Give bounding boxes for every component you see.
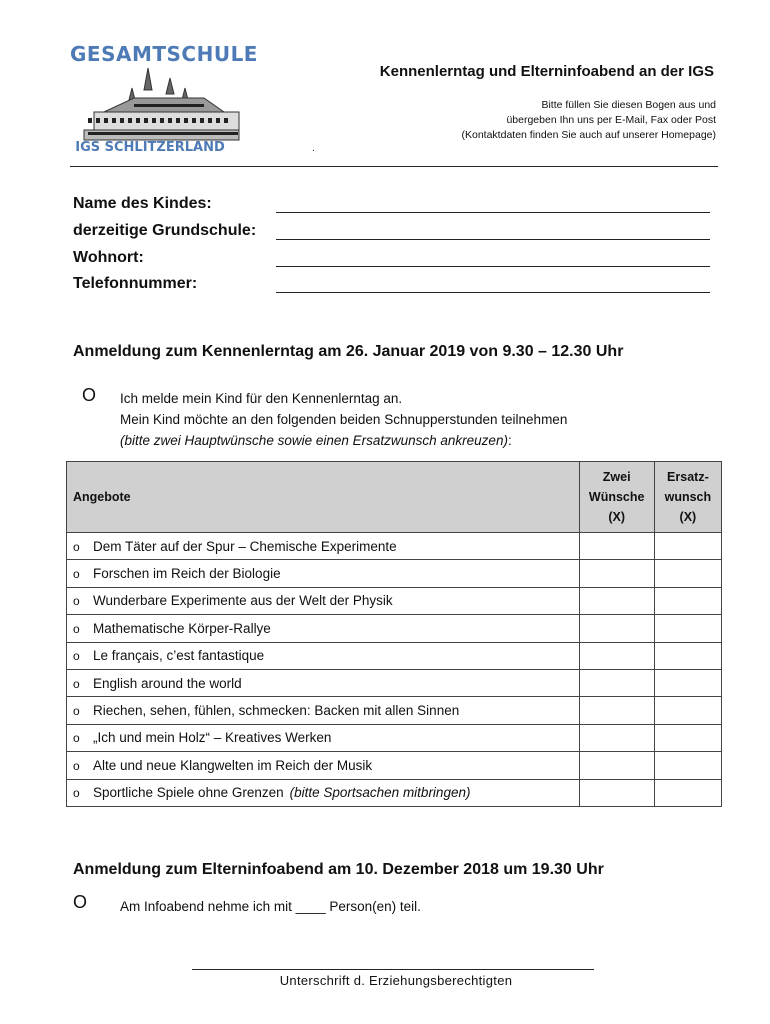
substitute-checkbox-cell[interactable] — [654, 669, 721, 696]
bullet-icon: o — [73, 786, 80, 801]
signature-label: Unterschrift d. Erziehungsberechtigten — [279, 973, 513, 988]
school-building-icon — [74, 60, 240, 142]
bullet-icon: o — [73, 594, 80, 609]
table-header-row — [67, 462, 722, 533]
offer-label: Forschen im Reich der Biologie — [93, 566, 281, 582]
table-row — [67, 752, 722, 779]
logo-bottom-text: IGS SCHLITZERLAND — [75, 140, 225, 155]
offer-label: Dem Täter auf der Spur – Chemische Experimente — [93, 538, 397, 554]
kennenlerntag-line — [120, 430, 567, 451]
wish-checkbox-cell[interactable] — [579, 642, 654, 669]
offer-label: Wunderbare Experimente aus der Welt der Physik — [93, 593, 393, 609]
elternabend-checkbox[interactable]: O — [73, 892, 88, 912]
header-wishes-line: (X) — [608, 510, 625, 524]
header-substitute-line: (X) — [679, 510, 697, 524]
offer-label: „Ich und mein Holz“ – Kreatives Werken — [93, 730, 332, 746]
wish-checkbox-cell[interactable] — [579, 533, 654, 560]
phone-field[interactable] — [276, 292, 710, 293]
wish-checkbox-cell[interactable] — [579, 615, 654, 642]
header-wishes-line: Wünsche — [588, 490, 645, 504]
offer-cell — [67, 779, 580, 806]
substitute-checkbox-cell[interactable] — [654, 587, 721, 614]
field-label-school: derzeitige Grundschule: — [73, 222, 257, 239]
offer-cell — [67, 752, 580, 779]
header-substitute-line: Ersatz- — [667, 470, 709, 484]
header-info-line: übergeben Ihn uns per E-Mail, Fax oder Post — [506, 114, 716, 126]
table-row — [67, 560, 722, 587]
wish-checkbox-cell[interactable] — [579, 669, 654, 696]
elternabend-text: Am Infoabend nehme ich mit ____ Person(en) teil. — [120, 899, 421, 914]
header-offers: Angebote — [67, 462, 580, 533]
kennenlerntag-title: Anmeldung zum Kennenlerntag am 26. Januar 2019 von 9.30 – 12.30 Uhr — [73, 343, 624, 360]
header-dot: . — [312, 143, 315, 154]
header-wishes — [579, 462, 654, 533]
substitute-checkbox-cell[interactable] — [654, 615, 721, 642]
bullet-icon: o — [73, 567, 80, 582]
bullet-icon: o — [73, 539, 80, 554]
substitute-checkbox-cell[interactable] — [654, 642, 721, 669]
school-logo — [70, 40, 258, 165]
kennenlerntag-line: Mein Kind möchte an den folgenden beiden Schnupperstunden teilnehmen — [120, 412, 568, 427]
wish-checkbox-cell[interactable] — [579, 587, 654, 614]
elternabend-title: Anmeldung zum Elterninfoabend am 10. Dezember 2018 um 19.30 Uhr — [73, 861, 604, 878]
offer-label: Riechen, sehen, fühlen, schmecken: Backen mit allen Sinnen — [93, 703, 460, 719]
offer-cell — [67, 615, 580, 642]
wish-checkbox-cell[interactable] — [579, 752, 654, 779]
kennenlerntag-checkbox[interactable]: O — [82, 385, 97, 405]
kennenlerntag-hint-suffix: : — [507, 433, 512, 448]
table-row — [67, 697, 722, 724]
child-name-field[interactable] — [276, 212, 710, 213]
offer-cell — [67, 724, 580, 751]
residence-field[interactable] — [276, 266, 710, 267]
wish-checkbox-cell[interactable] — [579, 560, 654, 587]
school-field[interactable] — [276, 239, 710, 240]
offer-label: Le français, c’est fantastique — [93, 648, 265, 664]
table-row — [67, 724, 722, 751]
bullet-icon: o — [73, 621, 80, 636]
document-title: Kennenlerntag und Elterninfoabend an der IGS — [379, 63, 714, 80]
table-row — [67, 669, 722, 696]
wish-checkbox-cell[interactable] — [579, 724, 654, 751]
substitute-checkbox-cell[interactable] — [654, 779, 721, 806]
table-row — [67, 587, 722, 614]
offer-cell — [67, 533, 580, 560]
bullet-icon: o — [73, 704, 80, 719]
offer-cell — [67, 669, 580, 696]
offer-cell — [67, 560, 580, 587]
substitute-checkbox-cell[interactable] — [654, 724, 721, 751]
field-label-residence: Wohnort: — [73, 249, 144, 266]
bullet-icon: o — [73, 758, 80, 773]
table-row — [67, 615, 722, 642]
substitute-checkbox-cell[interactable] — [654, 560, 721, 587]
substitute-checkbox-cell[interactable] — [654, 533, 721, 560]
substitute-checkbox-cell[interactable] — [654, 752, 721, 779]
header-instructions — [462, 98, 717, 143]
offer-label: English around the world — [93, 675, 242, 691]
header-info-line: (Kontaktdaten finden Sie auch auf unserer Homepage) — [461, 129, 716, 141]
offer-label: Mathematische Körper-Rallye — [93, 620, 271, 636]
header-substitute-line: wunsch — [664, 490, 712, 504]
bullet-icon: o — [73, 676, 80, 691]
header-substitute — [654, 462, 721, 533]
kennenlerntag-line: Ich melde mein Kind für den Kennenlerntag an. — [120, 391, 403, 406]
field-label-child-name: Name des Kindes: — [73, 195, 212, 212]
table-row — [67, 642, 722, 669]
wish-checkbox-cell[interactable] — [579, 697, 654, 724]
table-row — [67, 779, 722, 806]
offer-cell — [67, 587, 580, 614]
header-info-line: Bitte füllen Sie diesen Bogen aus und — [541, 99, 716, 111]
signature-line[interactable] — [192, 969, 594, 970]
offers-table — [66, 461, 722, 807]
logo-top-text: GESAMTSCHULE — [70, 42, 258, 66]
offer-note: (bitte Sportsachen mitbringen) — [289, 785, 471, 801]
offer-cell — [67, 642, 580, 669]
bullet-icon: o — [73, 649, 80, 664]
offer-cell — [67, 697, 580, 724]
bullet-icon: o — [73, 731, 80, 746]
kennenlerntag-hint: (bitte zwei Hauptwünsche sowie einen Ersatzwunsch ankreuzen) — [120, 433, 508, 448]
kennenlerntag-text — [120, 388, 567, 451]
header-wishes-line: Zwei — [602, 470, 631, 484]
header-divider — [70, 166, 718, 167]
table-row — [67, 533, 722, 560]
offer-label: Alte und neue Klangwelten im Reich der Musik — [93, 757, 373, 773]
substitute-checkbox-cell[interactable] — [654, 697, 721, 724]
wish-checkbox-cell[interactable] — [579, 779, 654, 806]
offer-label: Sportliche Spiele ohne Grenzen — [93, 785, 284, 801]
field-label-phone: Telefonnummer: — [73, 275, 198, 292]
